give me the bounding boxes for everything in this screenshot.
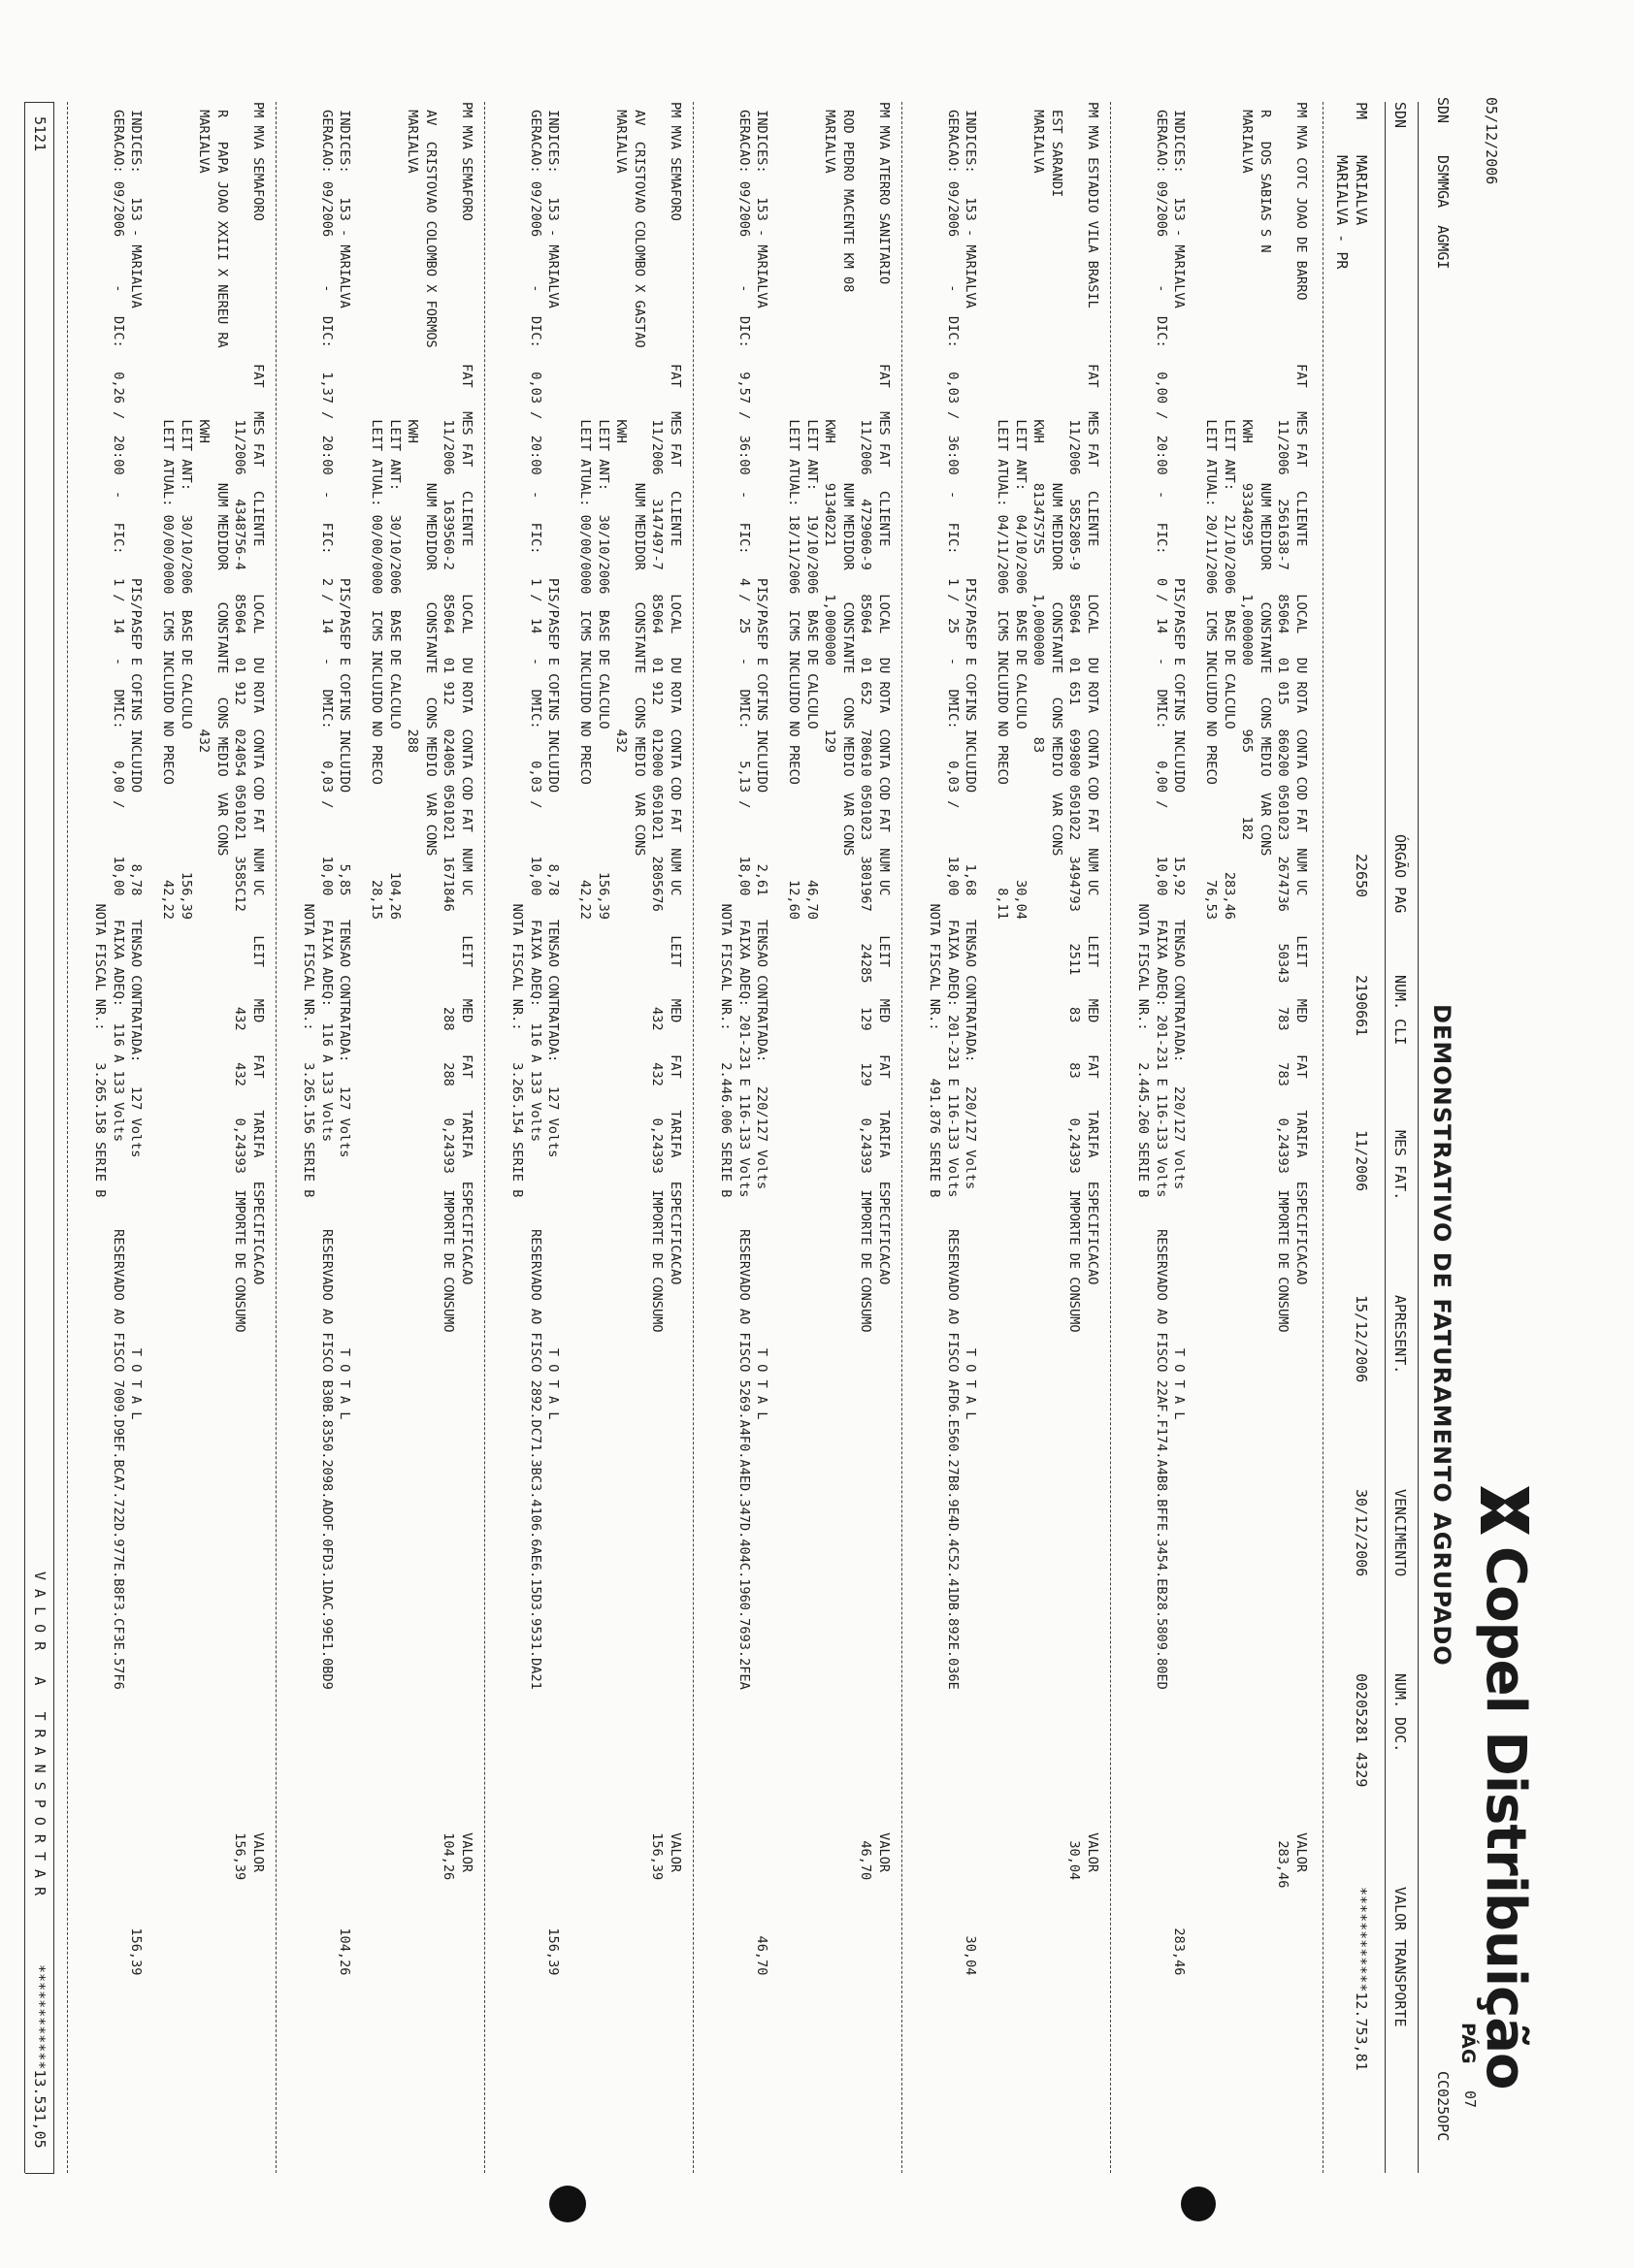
block-line: PM MVA COTC JOAO DE BARRO FAT MES FAT CLIENTE LOCAL DU ROTA CONTA COD FAT NUM UC LEIT MED FAT TARIFA ESPECIFICACAO VALOR <box>1293 102 1309 1873</box>
print-date: 05/12/2006 <box>1483 97 1500 185</box>
header-top-rule <box>1418 102 1419 2173</box>
block-line: NOTA FISCAL NR.: 3.265.154 SERIE B <box>509 102 526 1198</box>
header-bottom-rule <box>1385 102 1386 2173</box>
block-line: AV CRISTOVAO COLOMBO X GASTAO NUM MEDIDOR CONSTANTE CONS MEDIO VAR CONS <box>631 102 647 857</box>
footer-bottom-rule <box>24 102 25 2173</box>
copel-logo-icon <box>1480 1484 1532 1537</box>
page-label: PÁG <box>1457 2023 1479 2064</box>
block-line: PM MVA ESTADIO VILA BRASIL FAT MES FAT CLIENTE LOCAL DU ROTA CONTA COD FAT NUM UC LEIT MED FAT TARIFA ESPECIFICACAO VALOR <box>1085 102 1100 1873</box>
block-line: ROD PEDRO MACENTE KM 08 NUM MEDIDOR CONSTANTE CONS MEDIO VAR CONS <box>839 102 856 857</box>
block-line: PM MVA SEMAFORO FAT MES FAT CLIENTE LOCAL DU ROTA CONTA COD FAT NUM UC LEIT MED FAT TARIFA ESPECIFICACAO VALOR <box>250 102 266 1873</box>
block-line: LEIT ATUAL: 00/00/0000 ICMS INCLUIDO NO PRECO 42,22 <box>577 102 593 920</box>
top-city-state: MARIALVA - PR <box>1333 155 1351 270</box>
top-city: MARIALVA <box>1353 155 1370 226</box>
top-num-doc: 00205281 4329 <box>1353 1673 1370 1788</box>
block-line: NOTA FISCAL NR.: 3.265.156 SERIE B <box>301 102 317 1198</box>
block-separator <box>276 102 277 2173</box>
block-separator <box>67 102 68 2173</box>
col-num-cli: NUM. CLI <box>1391 975 1409 1046</box>
system-code: SDN <box>1434 97 1452 124</box>
block-separator <box>693 102 694 2173</box>
col-sdn: SDN <box>1391 102 1409 129</box>
block-line: GERACAO: 09/2006 - DIC: 0,00 / 20:00 - FIC: 0 / 14 - DMIC: 0,00 / 10,00 FAIXA ADEQ: 201-231 E 116-133 Volts RESERVADO AO FISCO 22AF.F174.A4B8.BFFE.3454.EB28.5809.80ED <box>1153 102 1169 1690</box>
block-line: 11/2006 4729060-9 85064 01 652 780610 0501023 3801967 24285 129 129 0,24393 IMPORTE DE CONSUMO 46,70 <box>858 102 874 1881</box>
block-line: GERACAO: 09/2006 - DIC: 0,03 / 20:00 - FIC: 1 / 14 - DMIC: 0,03 / 10,00 FAIXA ADEQ: 116 A 133 Volts RESERVADO AO FISCO 2892.DC71.3BC3.4106.6AE6.15D3.9531.DA21 <box>527 102 543 1690</box>
transport-label: V A L O R A T R A N S P O R T A R <box>31 1571 49 1896</box>
block-line: INDICES: 153 - MARIALVA PIS/PASEP E COFINS INCLUIDO 8,78 TENSAO CONTRATADA: 127 Volts T O T A L 156,39 <box>128 102 145 1976</box>
separator <box>1323 102 1324 2173</box>
col-orgao-pag: ÓRGÃO PAG <box>1391 834 1409 914</box>
block-line: NOTA FISCAL NR.: 2.446.006 SERIE B <box>718 102 735 1198</box>
block-line: 11/2006 1639560-2 85064 01 912 024005 0501021 1671846 288 288 0,24393 IMPORTE DE CONSUMO 104,26 <box>441 102 457 1881</box>
block-line: INDICES: 153 - MARIALVA PIS/PASEP E COFINS INCLUIDO 8,78 TENSAO CONTRATADA: 127 Volts T O T A L 156,39 <box>545 102 562 1976</box>
block-line: MARIALVA KWH 93340295 1,0000000 965 182 <box>1239 102 1256 841</box>
block-line: PM MVA SEMAFORO FAT MES FAT CLIENTE LOCAL DU ROTA CONTA COD FAT NUM UC LEIT MED FAT TARIFA ESPECIFICACAO VALOR <box>459 102 474 1873</box>
col-vencimento: VENCIMENTO <box>1391 1489 1409 1577</box>
top-vencimento: 30/12/2006 <box>1353 1489 1370 1577</box>
top-pm: PM <box>1353 102 1370 120</box>
block-line: LEIT ATUAL: 00/00/0000 ICMS INCLUIDO NO PRECO 28,15 <box>369 102 384 920</box>
block-line: LEIT ATUAL: 18/11/2006 ICMS INCLUIDO NO PRECO 12,60 <box>786 102 801 920</box>
block-line: LEIT ANT: 04/10/2006 BASE DE CALCULO 30,04 <box>1012 102 1029 920</box>
block-line: MARIALVA KWH 432 <box>613 102 630 754</box>
block-separator <box>901 102 902 2173</box>
footer-right-edge <box>25 2173 54 2174</box>
top-mes-fat: 11/2006 <box>1353 1130 1370 1192</box>
footer-top-rule <box>53 102 54 2173</box>
top-apresent: 15/12/2006 <box>1353 1295 1370 1383</box>
top-num-cli: 2190661 <box>1353 975 1370 1037</box>
block-line: LEIT ANT: 19/10/2006 BASE DE CALCULO 46,70 <box>803 102 820 920</box>
block-line: LEIT ATUAL: 00/00/0000 ICMS INCLUIDO NO PRECO 42,22 <box>160 102 176 920</box>
block-line: AV CRISTOVAO COLOMBO X FORMOS NUM MEDIDOR CONSTANTE CONS MEDIO VAR CONS <box>422 102 439 857</box>
col-num-doc: NUM. DOC. <box>1391 1673 1409 1753</box>
block-line: LEIT ATUAL: 20/11/2006 ICMS INCLUIDO NO PRECO 76,53 <box>1203 102 1219 920</box>
page-number: 07 <box>1461 2090 1479 2109</box>
block-line: MARIALVA KWH 432 <box>196 102 212 754</box>
block-line: PM MVA SEMAFORO FAT MES FAT CLIENTE LOCAL DU ROTA CONTA COD FAT NUM UC LEIT MED FAT TARIFA ESPECIFICACAO VALOR <box>668 102 683 1873</box>
block-line: LEIT ANT: 30/10/2006 BASE DE CALCULO 156,39 <box>178 102 194 920</box>
block-line: PM MVA ATERRO SANITARIO FAT MES FAT CLIENTE LOCAL DU ROTA CONTA COD FAT NUM UC LEIT MED FAT TARIFA ESPECIFICACAO VALOR <box>876 102 892 1873</box>
block-line: 11/2006 4348756-4 85064 01 912 024054 0501021 3585C12 432 432 0,24393 IMPORTE DE CONSUMO 156,39 <box>232 102 248 1881</box>
block-line: R PAPA JOAO XXIII X NEREU RA NUM MEDIDOR CONSTANTE CONS MEDIO VAR CONS <box>213 102 230 857</box>
transport-value: ************13.531,05 <box>31 1964 49 2149</box>
block-line: INDICES: 153 - MARIALVA PIS/PASEP E COFINS INCLUIDO 1,68 TENSAO CONTRATADA: 220/127 Volts T O T A L 30,04 <box>963 102 979 1976</box>
brand-name: Copel Distribuição <box>1474 1546 1537 2090</box>
block-line: NOTA FISCAL NR.: 3.265.158 SERIE B <box>92 102 109 1198</box>
top-orgao-pag: 22650 <box>1353 854 1370 898</box>
block-line: GERACAO: 09/2006 - DIC: 9,57 / 36:00 - FIC: 4 / 25 - DMIC: 5,13 / 18,00 FAIXA ADEQ: 201-231 E 116-133 Volts RESERVADO AO FISCO 5269.A4F0.A4ED.347D.404C.1960.7693.2FEA <box>735 102 752 1690</box>
block-line: MARIALVA KWH 288 <box>405 102 421 754</box>
department: DSMMGA AGMGI <box>1434 155 1452 270</box>
block-line: GERACAO: 09/2006 - DIC: 1,37 / 20:00 - FIC: 2 / 14 - DMIC: 0,03 / 10,00 FAIXA ADEQ: 116 A 133 Volts RESERVADO AO FISCO B30B.8350.2098.ADOF.0FD3.1DAC.99E1.0BD9 <box>318 102 335 1690</box>
col-apresent: APRESENT. <box>1391 1295 1409 1375</box>
footer-left-edge <box>25 102 54 103</box>
top-valor-transporte: ************12.753,81 <box>1353 1887 1370 2071</box>
block-separator <box>484 102 485 2173</box>
block-line: GERACAO: 09/2006 - DIC: 0,03 / 36:00 - FIC: 1 / 25 - DMIC: 0,03 / 18,00 FAIXA ADEQ: 201-231 E 116-133 Volts RESERVADO AO FISCO AFD6.E560.27B8.9E4D.4C52.41DB.892E.036E <box>944 102 961 1690</box>
block-line: INDICES: 153 - MARIALVA PIS/PASEP E COFINS INCLUIDO 15,92 TENSAO CONTRATADA: 220/127 Volts T O T A L 283,46 <box>1171 102 1188 1976</box>
block-line: 11/2006 3147497-7 85064 01 912 012000 0501021 2805676 432 432 0,24393 IMPORTE DE CONSUMO 156,39 <box>649 102 666 1881</box>
block-line: NOTA FISCAL NR.: 491.876 SERIE B <box>927 102 943 1198</box>
block-line: INDICES: 153 - MARIALVA PIS/PASEP E COFINS INCLUIDO 2,61 TENSAO CONTRATADA: 220/127 Volts T O T A L 46,70 <box>754 102 770 1976</box>
block-line: INDICES: 153 - MARIALVA PIS/PASEP E COFINS INCLUIDO 5,85 TENSAO CONTRATADA: 127 Volts T O T A L 104,26 <box>337 102 353 1976</box>
copel-logo <box>1474 1484 1537 2090</box>
block-line: LEIT ATUAL: 04/11/2006 ICMS INCLUIDO NO PRECO 8,11 <box>995 102 1010 920</box>
block-line: LEIT ANT: 30/10/2006 BASE DE CALCULO 104,26 <box>386 102 403 920</box>
block-line: R DOS SABIAS S N NUM MEDIDOR CONSTANTE CONS MEDIO VAR CONS <box>1257 102 1273 857</box>
col-mes-fat: MES FAT. <box>1391 1130 1409 1201</box>
block-line: EST SARANDI NUM MEDIDOR CONSTANTE CONS MEDIO VAR CONS <box>1048 102 1064 857</box>
block-line: 11/2006 5852805-9 85064 01 651 699800 0501022 3494793 2511 83 83 0,24393 IMPORTE DE CONSUMO 30,04 <box>1066 102 1083 1881</box>
block-line: NOTA FISCAL NR.: 2.445.260 SERIE B <box>1135 102 1152 1198</box>
block-separator <box>1110 102 1111 2173</box>
block-line: MARIALVA KWH 81347S755 1,0000000 83 <box>1030 102 1047 754</box>
block-line: LEIT ANT: 30/10/2006 BASE DE CALCULO 156,39 <box>595 102 611 920</box>
block-line: GERACAO: 09/2006 - DIC: 0,26 / 20:00 - FIC: 1 / 14 - DMIC: 0,00 / 10,00 FAIXA ADEQ: 116 A 133 Volts RESERVADO AO FISCO 7009.D9EF.BCA7.722D.977E.B8F3.CF3E.57F6 <box>110 102 126 1690</box>
col-valor-transporte: VALOR TRANSPORTE <box>1391 1887 1409 2027</box>
footer-code: 5121 <box>31 116 49 152</box>
report-code: CC025OPC <box>1434 2071 1452 2142</box>
block-line: 11/2006 2561638-7 85064 01 015 860200 0501023 2674736 50343 783 783 0,24393 IMPORTE DE CONSUMO 283,46 <box>1275 102 1291 1889</box>
block-line: MARIALVA KWH 91340221 1,0000000 129 <box>822 102 838 754</box>
report-title: DEMONSTRATIVO DE FATURAMENTO AGRUPADO <box>1428 1004 1455 1667</box>
block-line: LEIT ANT: 21/10/2006 BASE DE CALCULO 283,46 <box>1221 102 1237 920</box>
